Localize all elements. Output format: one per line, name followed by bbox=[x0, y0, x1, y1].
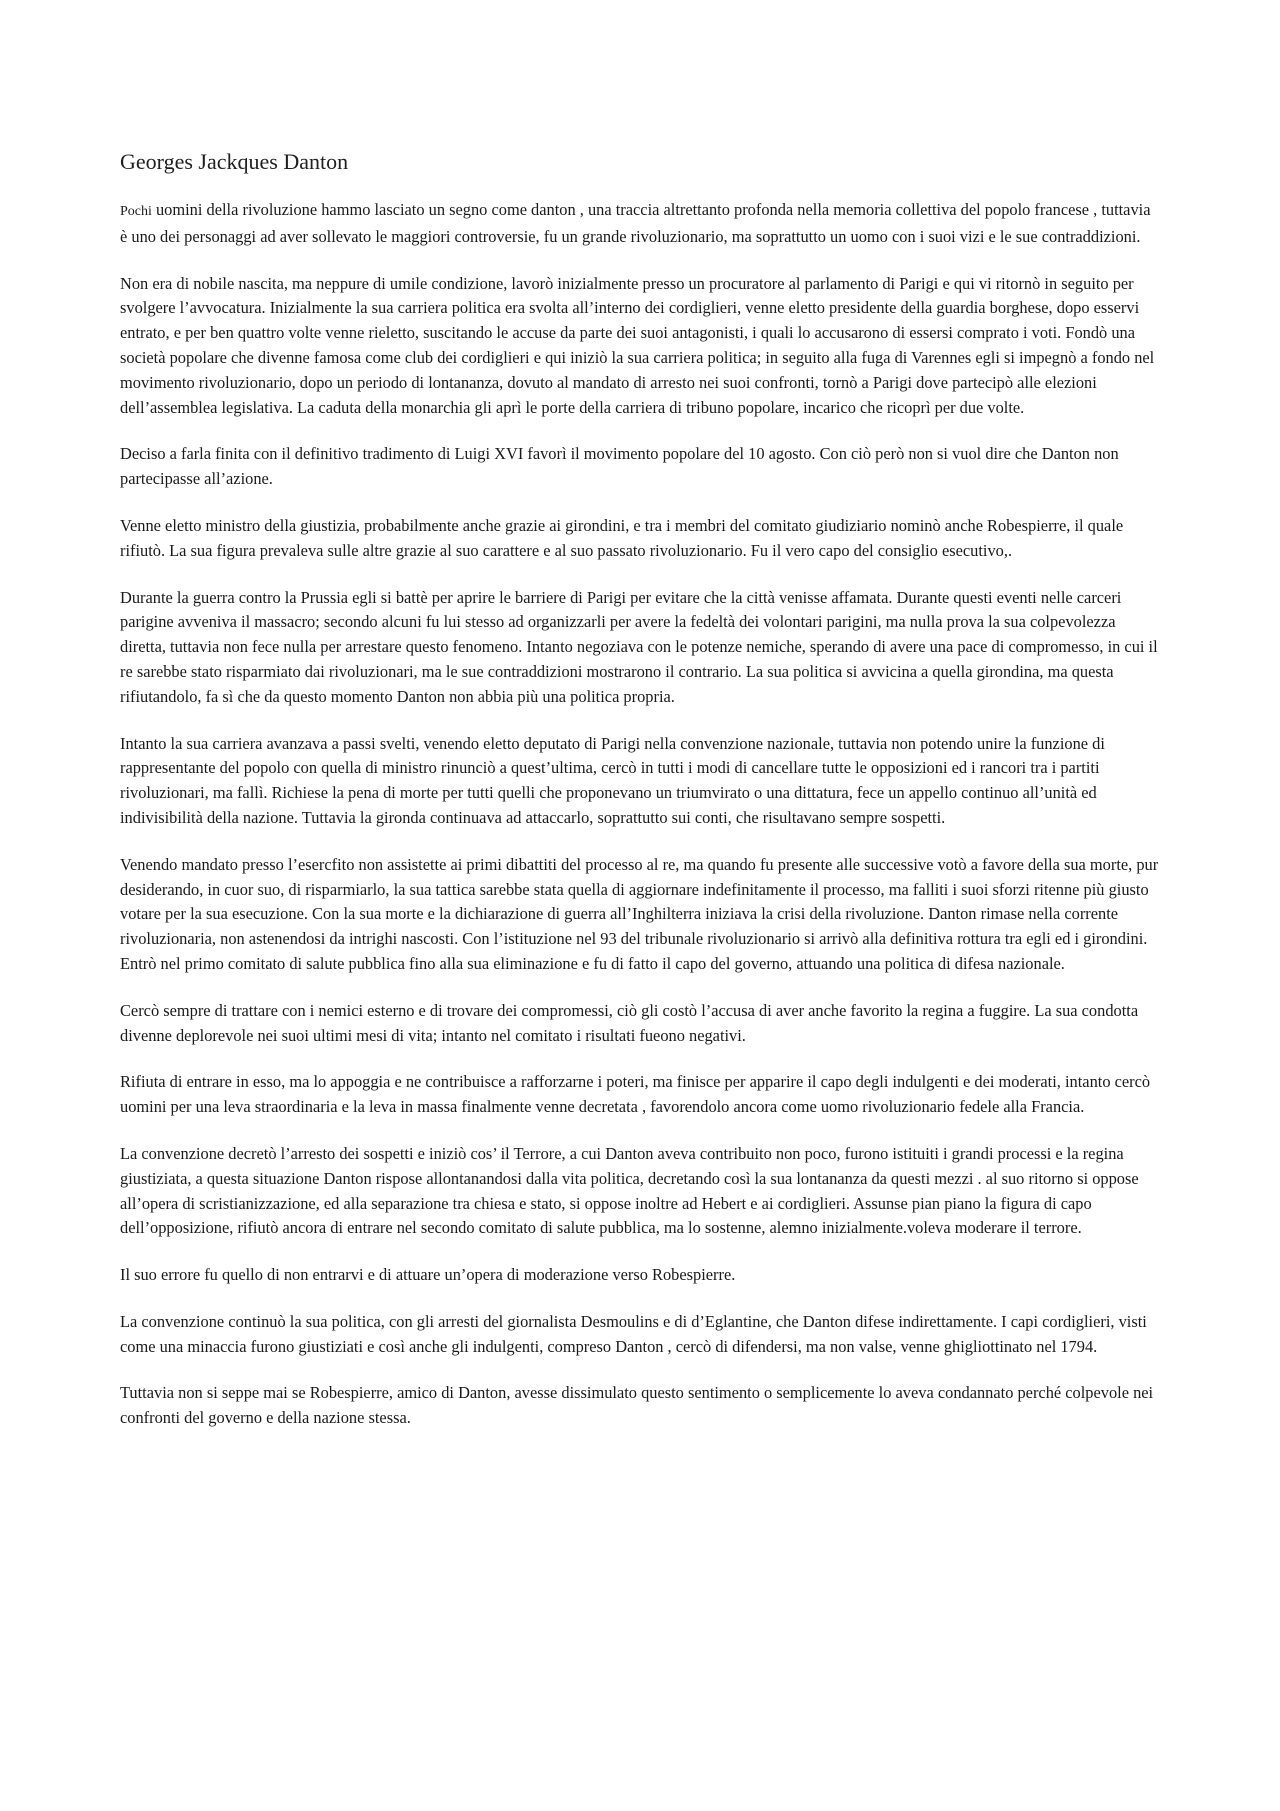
paragraph-13: Tuttavia non si seppe mai se Robespierre, amico di Danton, avesse dissimulato questo sentimento o semplicemente lo aveva condannato perché colpevole nei confronti del governo e della nazione stessa. bbox=[120, 1383, 1154, 1428]
paragraph-7: Venendo mandato presso l’esercfito non assistette ai primi dibattiti del processo al re, ma quando fu presente alle successive votò a favore della sua morte, pur desiderando, in cuor suo, di risparmiarlo, la sua tattica sarebbe stata quella di aggiornare indefinitamente il processo, ma falliti i suoi sforzi ritenne più giusto votare per la sua esecuzione. Con la sua morte e la dichiarazione di guerra all’Inghilterra iniziava la crisi della rivoluzione. Danton rimase nella corrente rivoluzionaria, non astenendosi da intrighi nascosti. Con l’istituzione nel 93 del tribunale rivoluzionario si arrivò alla definitiva rottura tra egli ed i girondini. Entrò nel primo comitato di salute pubblica fino alla sua eliminazione e fu di fatto il capo del governo, attuando una politica di difesa nazionale. bbox=[120, 854, 1159, 973]
paragraph-6: Intanto la sua carriera avanzava a passi svelti, venendo eletto deputato di Parigi nella convenzione nazionale, tuttavia non potendo unire la funzione di rappresentante del popolo con quella di ministro rinunciò a quest’ultima, cercò in tutti i modi di cancellare tutte le opposizioni ed i rancori tra i partiti rivoluzionari, ma fallì. Richiese la pena di morte per tutti quelli che proponevano un triumvirato o una dittatura, fece un appello continuo all’unità ed indivisibilità della nazione. Tuttavia la gironda continuava ad attaccarlo, soprattutto sui conti, che risultavano sempre sospetti. bbox=[120, 733, 1105, 827]
paragraph-2: Non era di nobile nascita, ma neppure di umile condizione, lavorò inizialmente presso un procuratore al parlamento di Parigi e qui vi ritornò in seguito per svolgere l’avvocatura. Inizialmente la sua carriera politica era svolta all’interno dei cordiglieri, venne eletto presidente della guardia borghese, dopo esservi entrato, e per ben quattro volte venne rieletto, suscitando le accuse da parte dei suoi antagonisti, i quali lo accusarono di essersi comprato i voti. Fondò una società popolare che divenne famosa come club dei cordiglieri e qui iniziò la sua carriera politica; in seguito alla fuga di Varennes egli si impegnò a fondo nel movimento rivoluzionario, dopo un periodo di lontananza, dovuto al mandato di arresto nei suoi confronti, tornò a Parigi dove partecipò alle elezioni dell’assemblea legislativa. La caduta della monarchia gli aprì le porte della carriera di tribuno popolare, incarico che ricoprì per due volte. bbox=[120, 273, 1155, 417]
document-page bbox=[120, 148, 1160, 1453]
paragraph-8: Cercò sempre di trattare con i nemici esterno e di trovare dei compromessi, ciò gli costò l’accusa di aver anche favorito la regina a fuggire. La sua condotta divenne deplorevole nei suoi ultimi mesi di vita; intanto nel comitato i risultati fueono negativi. bbox=[120, 1000, 1139, 1045]
paragraph-9: Rifiuta di entrare in esso, ma lo appoggia e ne contribuisce a rafforzarne i poteri, ma finisce per apparire il capo degli indulgenti e dei moderati, intanto cercò uomini per una leva straordinaria e la leva in massa finalmente venne decretata , favorendolo ancora come uomo rivoluzionario fedele alla Francia. bbox=[120, 1072, 1151, 1117]
paragraph-12: La convenzione continuò la sua politica, con gli arresti del giornalista Desmoulins e di d’Eglantine, che Danton difese indirettamente. I capi cordiglieri, visti come una minaccia furono giustiziati e così anche gli indulgenti, compreso Danton , cercò di difendersi, ma non valse, venne ghigliottinato nel 1794. bbox=[120, 1311, 1147, 1356]
paragraph-5: Durante la guerra contro la Prussia egli si battè per aprire le barriere di Parigi per evitare che la città venisse affamata. Durante questi eventi nelle carceri parigine avveniva il massacro; secondo alcuni fu lui stesso ad organizzarli per avere la fedeltà dei volontari parigini, ma nulla prova la sua colpevolezza diretta, tuttavia non fece nulla per arrestare questo fenomeno. Intanto negoziava con le potenze nemiche, sperando di avere una pace di compromesso, in cui il re sarebbe stato risparmiato dai rivoluzionari, ma le sue contraddizioni mostrarono il contrario. La sua politica si avvicina a quella girondina, ma questa rifiutandolo, fa sì che da questo momento Danton non abbia più una politica propria. bbox=[120, 587, 1158, 706]
paragraph-3: Deciso a farla finita con il definitivo tradimento di Luigi XVI favorì il movimento popolare del 10 agosto. Con ciò però non si vuol dire che Danton non partecipasse all’azione. bbox=[120, 444, 1119, 489]
paragraph-4: Venne eletto ministro della giustizia, probabilmente anche grazie ai girondini, e tra i membri del comitato giudiziario nominò anche Robespierre, il quale rifiutò. La sua figura prevaleva sulle altre grazie al suo carattere e al suo passato rivoluzionario. Fu il vero capo del consiglio esecutivo,. bbox=[120, 515, 1124, 560]
document-title: Georges Jackques Danton bbox=[120, 149, 349, 174]
paragraph-1 bbox=[120, 198, 1160, 250]
paragraph-1-text: uomini della rivoluzione hammo lasciato un segno come danton , una traccia altrettanto profonda nella memoria collettiva del popolo francese , tuttavia è uno dei personaggi ad aver sollevato le maggiori controversie, fu un grande rivoluzionario, ma soprattutto un uomo con i suoi vizi e le sue contraddizioni. bbox=[120, 200, 1151, 246]
paragraph-10: La convenzione decretò l’arresto dei sospetti e iniziò cos’ il Terrore, a cui Danton aveva contribuito non poco, furono istituiti i grandi processi e la regina giustiziata, a questa situazione Danton rispose allontanandosi dalla vita politica, decretando così la sua lontananza da questi mezzi . al suo ritorno si oppose all’opera di scristianizzazione, ed alla separazione tra chiesa e stato, si oppose inoltre ad Hebert e ai cordiglieri. Assunse pian piano la figura di capo dell’opposizione, rifiutò ancora di entrare nel secondo comitato di salute pubblica, ma lo sostenne, alemno inizialmente.voleva moderare il terrore. bbox=[120, 1143, 1139, 1238]
paragraph-11: Il suo errore fu quello di non entrarvi e di attuare un’opera di moderazione verso Robespierre. bbox=[120, 1265, 736, 1285]
paragraph-1-first-word: Pochi bbox=[120, 204, 152, 219]
